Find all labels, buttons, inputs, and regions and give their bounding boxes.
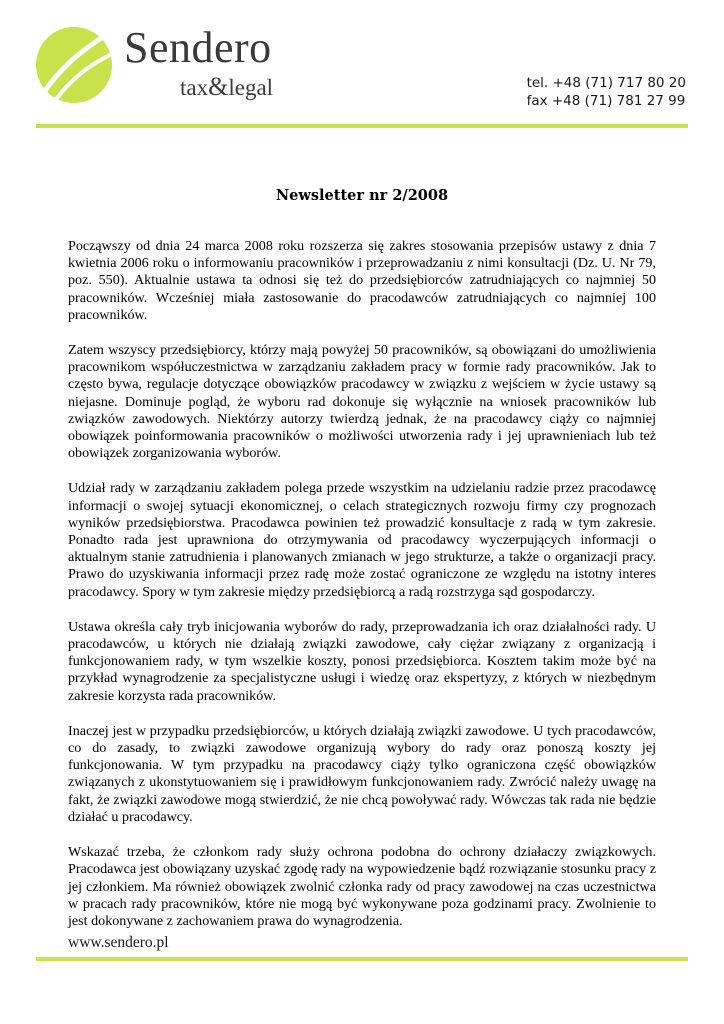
website-link[interactable]: www.sendero.pl: [68, 934, 169, 951]
paragraph-6: Wskazać trzeba, że członkom rady służy ochrona podobna do ochrony działaczy związkowych. Pracodawca jest obowiązany uzyskać zgodę rady na wypowiedzenie bądź rozwiązanie stosunku pracy z jej członkiem. Ma również obowiązek zwolnić członka rady od pracy zawodowej na czas uczestnictwa w pracach rady pracowników, które nie mogą być wykonywane poza godzinami pracy. Zwolnienie to jest dokonywane z zachowaniem prawa do wynagrodzenia.: [68, 844, 656, 929]
paragraph-2: Zatem wszyscy przedsiębiorcy, którzy mają powyżej 50 pracowników, są obowiązani do umożliwienia pracownikom współuczestnictwa w zarządzaniu zakładem pracy w formie rady pracowników. Jak to często bywa, regulacje dotyczące obowiązków pracodawcy w związku z wejściem w życie ustawy są niejasne. Dominuje pogląd, że wyboru rad dokonuje się wyłącznie na wniosek pracowników lub związków zawodowych. Niektórzy autorzy twierdzą jednak, że na pracodawcy ciąży co najmniej obowiązek poinformowania pracowników o możliwości utworzenia rady i jej uprawnieniach lub też obowiązek zorganizowania wyborów.: [68, 342, 656, 462]
sendero-logo-icon: [34, 22, 114, 108]
newsletter-body: [68, 238, 656, 948]
paragraph-1: Począwszy od dnia 24 marca 2008 roku rozszerza się zakres stosowania przepisów ustawy z dnia 7 kwietnia 2006 roku o informowaniu pracowników i przeprowadzaniu z nimi konsultacji (Dz. U. Nr 79, poz. 550). Aktualnie ustawa ta odnosi się też do przedsiębiorców zatrudniających co najmniej 50 pracowników. Wcześniej miała zastosowanie do pracodawców zatrudniających co najmniej 100 pracowników.: [68, 238, 656, 323]
phone-number: tel. +48 (71) 717 80 20: [526, 75, 686, 91]
header-divider: [36, 124, 688, 128]
tagline-legal: legal: [228, 75, 274, 100]
brand-tagline: [180, 74, 273, 101]
paragraph-3: Udział rady w zarządzaniu zakładem polega przede wszystkim na udzielaniu radzie przez pracodawcę informacji o swojej sytuacji ekonomicznej, o celach strategicznych rozwoju firmy czy prognozach wyników przedsiębiorstwa. Pracodawca powinien też prowadzić konsultacje z radą w tym zakresie. Ponadto rada jest uprawniona do otrzymywania od pracodawcy wyczerpujących informacji o aktualnym stanie zatrudnienia i planowanych zmianach w jego strukturze, a także o organizacji pracy. Prawo do uzyskiwania informacji przez radę może zostać ograniczone ze względu na istotny interes pracodawcy. Spory w tym zakresie między przedsiębiorcą a radą rozstrzyga sąd gospodarczy.: [68, 480, 656, 600]
fax-number: fax +48 (71) 781 27 99: [526, 93, 686, 109]
paragraph-5: Inaczej jest w przypadku przedsiębiorców, u których działają związki zawodowe. U tych pracodawców, co do zasady, to związki zawodowe organizują wybory do rady oraz ponoszą koszty jej funkcjonowania. W tym przypadku na pracodawcy ciąży tylko ograniczona część obowiązków związanych z ukonstytuowaniem się i prawidłowym funkcjonowaniem rady. Zwrócić należy uwagę na fakt, że związki zawodowe mogą stwierdzić, że nie chcą powoływać rady. Wówczas tak rada nie będzie działać u pracodawcy.: [68, 722, 656, 825]
page-title: Newsletter nr 2/2008: [275, 187, 449, 204]
brand-name: Sendero: [124, 23, 272, 72]
footer-divider: [36, 957, 688, 961]
tagline-ampersand: &: [208, 72, 229, 101]
tagline-tax: tax: [180, 75, 209, 100]
contact-block: [527, 74, 686, 110]
paragraph-4: Ustawa określa cały tryb inicjowania wyborów do rady, przeprowadzania ich oraz działalności rady. U pracodawców, u których nie działają związki zawodowe, cały ciężar związany z organizacją i funkcjonowaniem rady, w tym wszelkie koszty, ponosi przedsiębiorca. Kosztem takim może być na przykład wynagrodzenie za specjalistyczne usługi i wiedzę oraz ekspertyzy, z których w niezbędnym zakresie korzysta rada pracowników.: [68, 618, 656, 704]
